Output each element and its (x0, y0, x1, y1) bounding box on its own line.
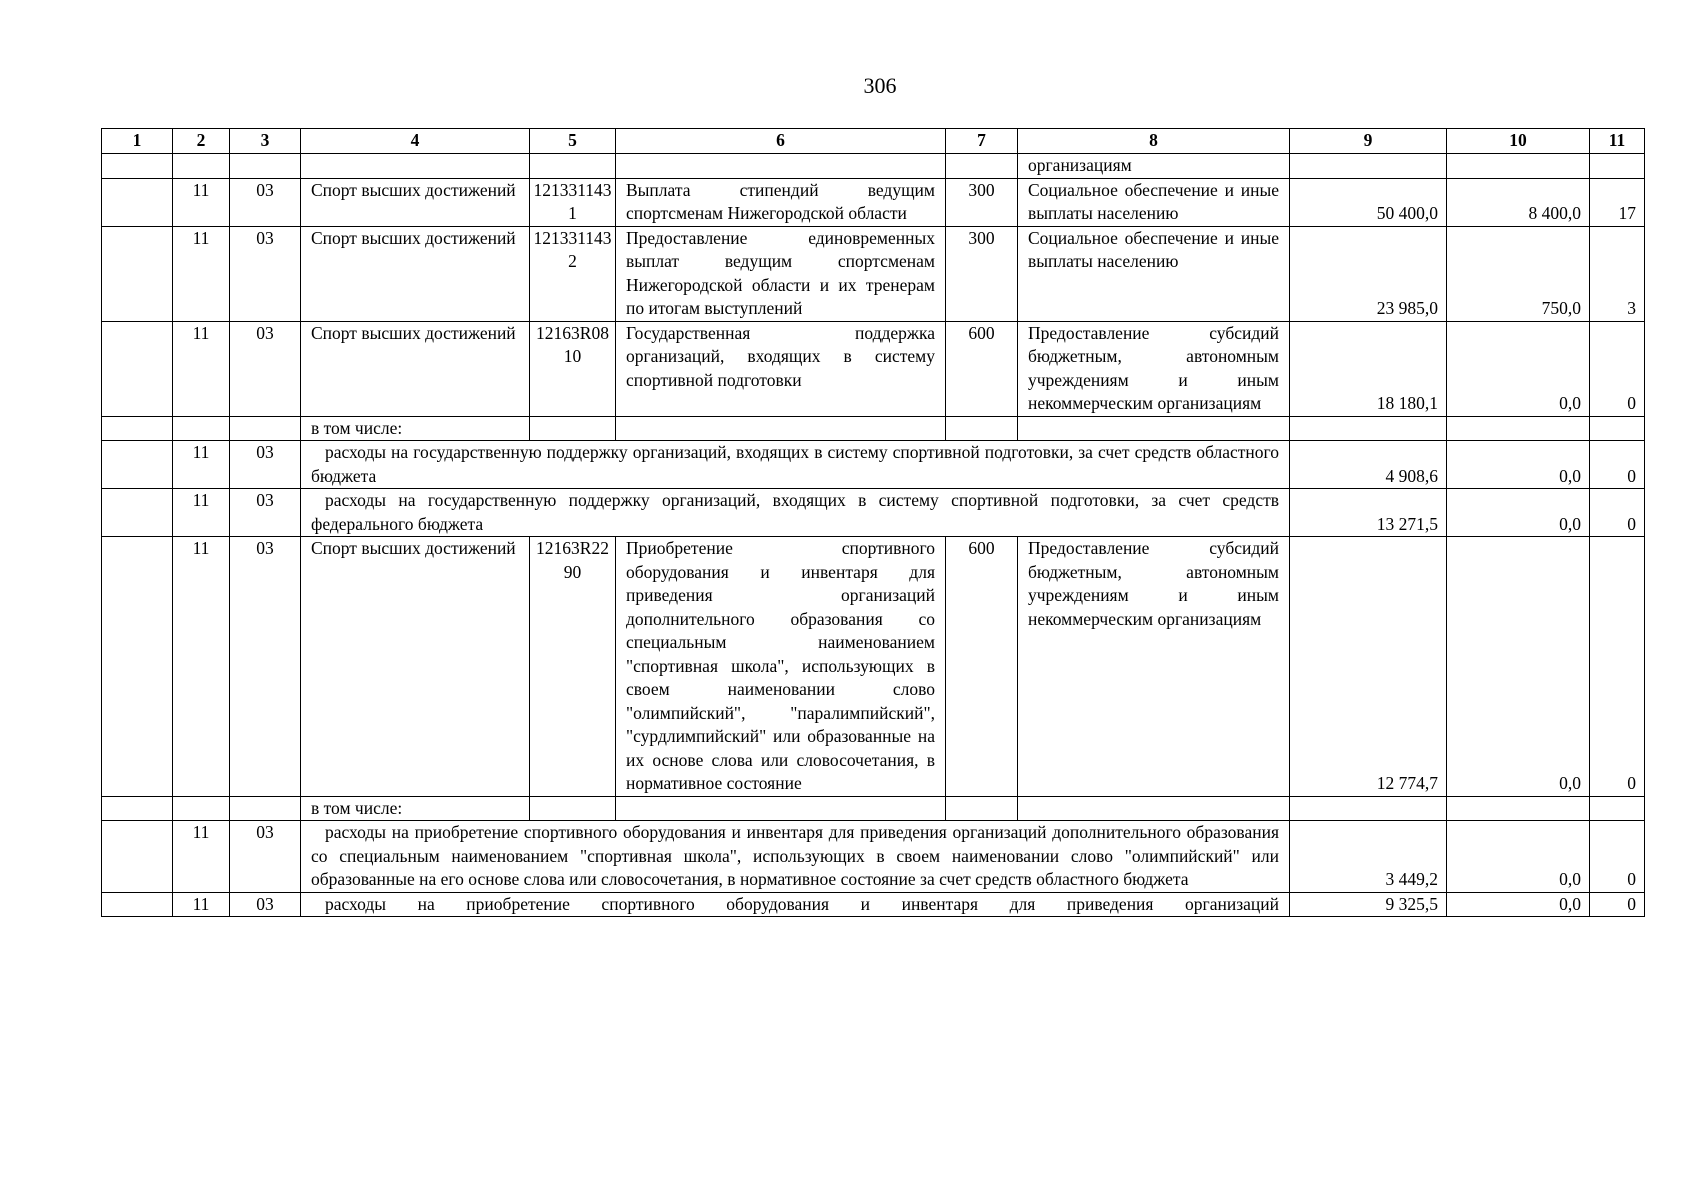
cell-empty (1018, 416, 1290, 441)
cell-target-name: Предоставление единовременных выплат ведущим спортсменам Нижегородской области и их тренерам по итогам выступлений (616, 226, 946, 321)
cell-amount-3: 0 (1590, 441, 1645, 489)
cell-subsection-name: Спорт высших достижений (301, 178, 530, 226)
cell-expense-type: организациям (1018, 154, 1290, 179)
cell-expense-description: расходы на государственную поддержку организаций, входящих в систему спортивной подготовки, за счет средств областного бюджета (311, 442, 1279, 486)
cell-expense-description: расходы на приобретение спортивного оборудования и инвентаря для приведения организаций дополнительного образования со специальным наименованием "спортивная школа", использующих в своем наименовании слово "олимпийский" или образованные на его основе слова или словосочетания, в нормативное состояние за счет средств областного бюджета (311, 822, 1279, 889)
col-header-2: 2 (173, 129, 230, 154)
table-row (102, 441, 1645, 489)
cell-amount-2: 0,0 (1447, 821, 1590, 893)
cell-empty (230, 416, 301, 441)
cell-empty (102, 154, 173, 179)
cell-expense-code: 300 (946, 226, 1018, 321)
cell-empty (946, 154, 1018, 179)
cell-amount-total: 4 908,6 (1290, 441, 1447, 489)
cell-section: 11 (173, 321, 230, 416)
cell-empty (230, 796, 301, 821)
cell-amount-3: 0 (1590, 537, 1645, 797)
cell-empty (102, 796, 173, 821)
cell-including-label: в том числе: (301, 416, 530, 441)
cell-amount-total: 12 774,7 (1290, 537, 1447, 797)
cell-amount-total: 13 271,5 (1290, 489, 1447, 537)
cell-empty (946, 796, 1018, 821)
cell-subsection-name: Спорт высших достижений (301, 537, 530, 797)
cell-amount-total: 18 180,1 (1290, 321, 1447, 416)
cell-expense-code: 600 (946, 321, 1018, 416)
table-row (102, 489, 1645, 537)
table-row (102, 226, 1645, 321)
cell-amount-3: 17 (1590, 178, 1645, 226)
cell-empty (1447, 416, 1590, 441)
cell-subsection: 03 (230, 321, 301, 416)
cell-target-name: Приобретение спортивного оборудования и инвентаря для приведения организаций дополнительного образования со специальным наименованием "спортивная школа", использующих в своем наименовании слово "олимпийский", "паралимпийский", "сурдлимпийский" или образованные на их основе слова или словосочетания, в нормативное состояние (616, 537, 946, 797)
cell-subsection: 03 (230, 489, 301, 537)
cell-empty (102, 416, 173, 441)
cell-empty (102, 537, 173, 797)
table-row (102, 178, 1645, 226)
cell-empty (102, 226, 173, 321)
cell-empty (1290, 154, 1447, 179)
cell-subsection: 03 (230, 226, 301, 321)
table-row (102, 416, 1645, 441)
cell-subsection: 03 (230, 178, 301, 226)
cell-amount-total: 3 449,2 (1290, 821, 1447, 893)
col-header-3: 3 (230, 129, 301, 154)
cell-amount-2: 0,0 (1447, 489, 1590, 537)
cell-subsection: 03 (230, 892, 301, 917)
page-number: 306 (863, 73, 897, 98)
cell-amount-total: 9 325,5 (1290, 892, 1447, 917)
table-row (102, 537, 1645, 797)
cell-amount-total: 23 985,0 (1290, 226, 1447, 321)
cell-amount-3: 0 (1590, 489, 1645, 537)
cell-empty (1290, 796, 1447, 821)
cell-amount-2: 0,0 (1447, 321, 1590, 416)
cell-empty (173, 416, 230, 441)
table-row (102, 321, 1645, 416)
cell-empty (102, 489, 173, 537)
table-row (102, 796, 1645, 821)
col-header-1: 1 (102, 129, 173, 154)
cell-section: 11 (173, 821, 230, 893)
cell-amount-3: 3 (1590, 226, 1645, 321)
table-row (102, 821, 1645, 893)
cell-empty (530, 416, 616, 441)
col-header-4: 4 (301, 129, 530, 154)
cell-empty (173, 154, 230, 179)
budget-table (101, 128, 1645, 917)
cell-amount-2: 8 400,0 (1447, 178, 1590, 226)
col-header-5: 5 (530, 129, 616, 154)
cell-expense-type: Социальное обеспечение и иные выплаты населению (1018, 178, 1290, 226)
cell-expense-description: расходы на приобретение спортивного оборудования и инвентаря для приведения организаций (325, 893, 1279, 914)
cell-section: 11 (173, 441, 230, 489)
table-row (102, 892, 1645, 917)
cell-target-code: 12163R0810 (530, 321, 616, 416)
cell-section: 11 (173, 489, 230, 537)
cell-empty (301, 154, 530, 179)
col-header-10: 10 (1447, 129, 1590, 154)
cell-expense-type: Социальное обеспечение и иные выплаты населению (1018, 226, 1290, 321)
cell-section: 11 (173, 892, 230, 917)
col-header-7: 7 (946, 129, 1018, 154)
cell-section: 11 (173, 178, 230, 226)
cell-amount-3: 0 (1590, 821, 1645, 893)
cell-amount-3: 0 (1590, 892, 1645, 917)
cell-empty (102, 821, 173, 893)
cell-amount-3: 0 (1590, 321, 1645, 416)
cell-empty (616, 416, 946, 441)
cell-empty (102, 321, 173, 416)
cell-empty (616, 796, 946, 821)
cell-section: 11 (173, 226, 230, 321)
cell-empty (1590, 796, 1645, 821)
cell-amount-total: 50 400,0 (1290, 178, 1447, 226)
cell-subsection-name: Спорт высших достижений (301, 226, 530, 321)
cell-expense-type: Предоставление субсидий бюджетным, автономным учреждениям и иным некоммерческим организациям (1018, 321, 1290, 416)
cell-target-name: Выплата стипендий ведущим спортсменам Нижегородской области (616, 178, 946, 226)
col-header-6: 6 (616, 129, 946, 154)
cell-expense-code: 600 (946, 537, 1018, 797)
header-row (102, 129, 1645, 154)
cell-subsection: 03 (230, 441, 301, 489)
cell-empty (616, 154, 946, 179)
cell-empty (102, 178, 173, 226)
cell-target-code: 12163R2290 (530, 537, 616, 797)
cell-empty (1447, 154, 1590, 179)
cell-empty (1590, 416, 1645, 441)
cell-target-code: 1213311431 (530, 178, 616, 226)
cell-empty (173, 796, 230, 821)
cell-amount-2: 0,0 (1447, 441, 1590, 489)
cell-empty (1590, 154, 1645, 179)
cell-empty (230, 154, 301, 179)
col-header-8: 8 (1018, 129, 1290, 154)
cell-empty (1290, 416, 1447, 441)
cell-expense-description: расходы на государственную поддержку организаций, входящих в систему спортивной подготовки, за счет средств федерального бюджета (311, 490, 1279, 534)
cell-subsection-name: Спорт высших достижений (301, 321, 530, 416)
cell-target-name: Государственная поддержка организаций, входящих в систему спортивной подготовки (616, 321, 946, 416)
cell-subsection: 03 (230, 821, 301, 893)
cell-expense-code: 300 (946, 178, 1018, 226)
cell-amount-2: 0,0 (1447, 892, 1590, 917)
cell-target-code: 1213311432 (530, 226, 616, 321)
cell-including-label: в том числе: (301, 796, 530, 821)
cell-amount-2: 0,0 (1447, 537, 1590, 797)
cell-empty (102, 892, 173, 917)
cell-expense-type: Предоставление субсидий бюджетным, автономным учреждениям и иным некоммерческим организациям (1018, 537, 1290, 797)
cell-subsection: 03 (230, 537, 301, 797)
cell-empty (530, 796, 616, 821)
table-row (102, 154, 1645, 179)
cell-empty (1018, 796, 1290, 821)
cell-empty (530, 154, 616, 179)
cell-empty (1447, 796, 1590, 821)
cell-section: 11 (173, 537, 230, 797)
cell-empty (946, 416, 1018, 441)
cell-amount-2: 750,0 (1447, 226, 1590, 321)
col-header-9: 9 (1290, 129, 1447, 154)
cell-empty (102, 441, 173, 489)
col-header-11: 11 (1590, 129, 1645, 154)
